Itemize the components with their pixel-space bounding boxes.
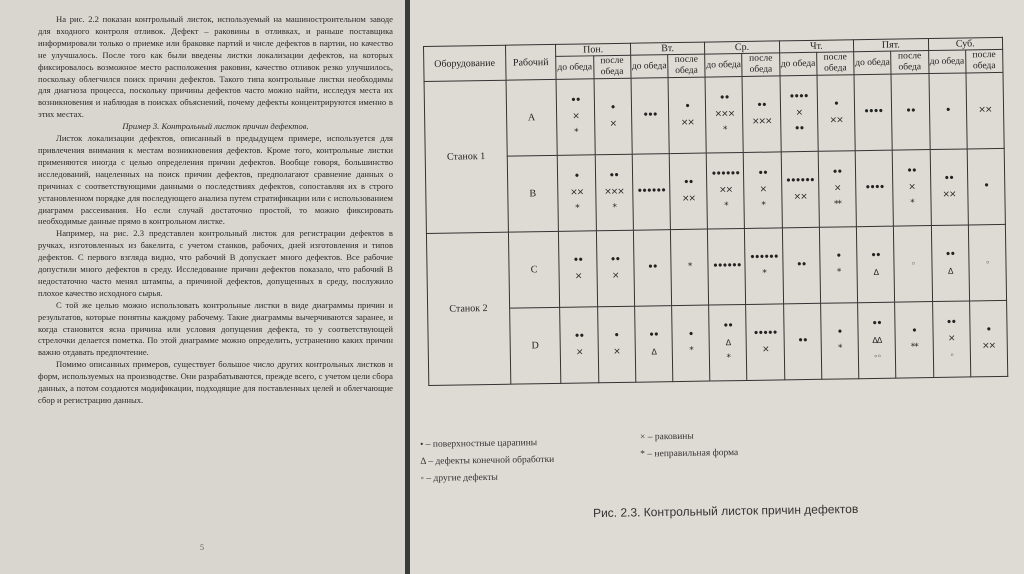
table-row [425, 148, 1005, 233]
tally-mark: ** [833, 199, 842, 210]
tally-mark: •• [943, 173, 954, 184]
legend-label: – неправильная форма [647, 448, 739, 460]
tally-mark: × [611, 270, 619, 282]
tally-mark: •• [719, 93, 729, 104]
tally-cell [706, 152, 744, 229]
tally-mark: ×× [982, 341, 996, 352]
tally-cell [670, 229, 708, 306]
cross-icon: × [639, 432, 646, 443]
tally-mark: •••••• [636, 186, 666, 197]
legend-label: – дефекты конечной обработки [428, 454, 555, 467]
tally-mark: •• [572, 255, 583, 266]
tally-cell [556, 79, 594, 156]
header-before: до обеда [779, 52, 817, 76]
tally-mark: •• [756, 100, 767, 111]
tally-cell [931, 225, 969, 302]
tally-cell [891, 74, 929, 151]
right-page [410, 0, 1024, 574]
tally-cell [967, 148, 1005, 225]
header-day-thu: Чт. [779, 40, 854, 53]
tally-cell [929, 73, 967, 150]
tally-mark: ΔΔ [872, 335, 882, 345]
tally-mark: •• [871, 318, 882, 329]
tally-mark: •• [794, 124, 804, 135]
legend [420, 431, 821, 510]
tally-mark: * [726, 353, 731, 364]
tally-mark: * [762, 268, 766, 279]
worker-label: B [507, 155, 559, 232]
header-after: после обеда [965, 49, 1003, 73]
tally-mark: ×× [829, 115, 843, 126]
tally-cell [932, 301, 970, 378]
example-heading: Пример 3. Контрольный листок причин дефектов. [122, 121, 309, 132]
tally-mark: • [613, 330, 619, 342]
tally-cell [858, 302, 896, 379]
tally-cell [746, 304, 784, 381]
tally-mark: ••• [642, 110, 658, 121]
figure-caption: Рис. 2.3. Контрольный листок причин дефектов [592, 501, 859, 521]
header-day-sat: Суб. [928, 37, 1003, 50]
tally-mark: × [574, 271, 582, 282]
header-day-wed: Ср. [705, 41, 780, 54]
tally-mark: • [610, 102, 616, 114]
paragraph: Листок локализации дефектов, описанный в предыдущем примере, используется для привлечения внимания к местам возникновения дефектов. Кроме того, контрольные листки применяются иногда с целью определения причин дефектов. Вообще говоря, большинство исследований, нацеленных на поиск причин дефектов, предполагают сравнение данных о причинах с соответствующими данными о последствиях дефектов, сопоставляя их в строго установленном порядке для последующего анализа путем стратификации или с использованием диаграмм рассеивания. Но если случай достаточно простой, то можно фиксировать необходимые данные прямо в контрольном листке. [38, 133, 393, 227]
tally-cell [969, 300, 1007, 377]
tally-mark: ◦◦ [873, 351, 881, 361]
tally-cell [817, 75, 855, 152]
tally-mark: × [908, 182, 916, 193]
tally-mark: ◦ [985, 258, 990, 268]
tally-cell [594, 78, 632, 155]
tally-mark: •• [722, 321, 733, 332]
tally-mark: •• [570, 95, 581, 106]
tally-mark: Δ [873, 267, 879, 277]
tally-mark: • [574, 171, 579, 182]
paragraph: С той же целью можно использовать контрольные листки в виде диаграммы причин и результатов, которые понятны каждому рабочему. Такие диаграммы вычерчиваются заранее, и когда становится ясна причина или условия допущения дефекта, то у соответствующей стрелочки делается пометка. По этой диаграмме можно определить, устранению каких причин важно отдавать предпочтение. [38, 299, 393, 358]
tally-mark: ×× [718, 185, 733, 196]
tally-mark: •• [574, 331, 584, 342]
tally-mark: •• [945, 249, 955, 260]
tally-mark: ◦ [910, 259, 915, 269]
tally-cell [966, 72, 1004, 149]
tally-cell [742, 76, 780, 153]
dot-icon: • [420, 439, 424, 450]
tally-mark: * [724, 201, 728, 212]
tally-mark: • [911, 326, 917, 337]
tally-cell [669, 153, 707, 230]
tally-mark: • [835, 251, 841, 262]
tally-cell [559, 231, 597, 308]
tally-mark: ××× [714, 109, 735, 120]
tally-cell [558, 155, 596, 232]
header-after: после обеда [668, 54, 706, 78]
table-row [428, 300, 1008, 385]
tally-cell [560, 307, 598, 384]
tally-mark: × [609, 118, 617, 130]
tally-mark: •••• [863, 106, 883, 118]
tally-mark: × [759, 184, 767, 195]
tally-cell [895, 302, 933, 379]
tally-mark: • [985, 325, 991, 336]
asterisk-icon: * [640, 449, 646, 460]
table-row [426, 224, 1006, 309]
legend-item-scratches [420, 438, 537, 450]
page-number: 5 [200, 543, 204, 552]
legend-item-finishing [420, 455, 554, 467]
table-row [424, 72, 1004, 157]
tally-cell [672, 305, 710, 382]
header-before: до обеда [705, 53, 743, 77]
circle-icon: ◦ [420, 473, 425, 484]
tally-mark: ••••• [753, 328, 778, 339]
tally-mark: •••• [789, 91, 809, 103]
tally-mark: •• [905, 106, 916, 117]
header-after: после обеда [593, 55, 631, 79]
worker-label: D [509, 307, 561, 384]
triangle-icon: Δ [420, 456, 427, 467]
tally-mark: * [687, 261, 692, 272]
paragraph: Например, на рис. 2.3 представлен контрольный листок для регистрации дефектов в ручках, изготовленных из бакелита, с учетом станков, рабочих, дней изготовления и типов дефектов. С первого взгляда видно, что рабочий B допускает много дефектов. Все рабочие допустили много дефектов в среду. Исследование причин дефектов показало, что рабочий B недостаточно часто менял штампы, а причиной дефектов, допущенных в среду, послужило плохое качество исходного сырья. [38, 228, 393, 298]
header-before: до обеда [630, 55, 668, 79]
tally-mark: * [910, 198, 914, 209]
tally-cell [709, 304, 747, 381]
tally-mark: • [983, 181, 989, 192]
tally-mark: * [573, 127, 578, 138]
tally-mark: ×× [681, 193, 696, 204]
tally-cell [744, 152, 782, 229]
tally-mark: •• [797, 336, 808, 347]
tally-mark: Δ [651, 347, 657, 357]
tally-mark: * [689, 345, 693, 356]
machine-label: Станок 1 [424, 80, 508, 233]
tally-cell [820, 303, 858, 380]
header-equipment: Оборудование [424, 45, 506, 81]
tally-mark: •• [796, 260, 807, 271]
tally-cell [818, 151, 856, 228]
paragraph: Помимо описанных примеров, существует большое число других контрольных листков и форм, используемых на производстве. Они разрабатываются, прежде всего, с учетом цели сбора данных, а потом создаются модификации, подходящие для поставленных целей и облегчающие сбор и регистрацию данных. [38, 359, 393, 405]
tally-mark: • [833, 99, 839, 110]
tally-mark: * [836, 267, 841, 278]
tally-cell [705, 76, 743, 153]
left-page [0, 0, 405, 574]
tally-mark: •• [647, 262, 658, 273]
tally-cell [781, 151, 819, 228]
tally-cell [633, 230, 671, 307]
tally-mark: ×× [942, 189, 956, 200]
tally-mark: * [722, 125, 727, 136]
tally-mark: × [833, 183, 841, 194]
header-after: после обеда [742, 53, 780, 77]
tally-mark: × [572, 111, 579, 122]
tally-mark: •••••• [785, 175, 815, 187]
tally-mark: ◦ [949, 350, 954, 360]
tally-mark: •• [906, 166, 917, 177]
tally-cell [892, 150, 930, 227]
tally-mark: * [837, 343, 842, 354]
tally-mark: ×× [793, 191, 807, 203]
paragraph: На рис. 2.2 показан контрольный листок, используемый на машиностроительном заводе для входного контроля отливок. Дефект – раковины в отливках, и раньше поставщика информировали только о приемке или браковке партий и числе дефектов в партии, но качество не улучшалось. После того как были введены листки локализации дефектов, на которых фиксировалось возможное место расположения раковин, качество отливок резко улучшилось, поскольку облегчился поиск причин дефектов. Такого типа контрольные листки необходимы для диагноза процесса, поскольку причины дефектов часто можно найти, исследуя места их возникновения и наблюдая в поисках объяснений, почему дефекты концентрируются именно в этих местах. [38, 14, 393, 120]
tally-cell [595, 154, 633, 231]
header-day-mon: Пон. [556, 43, 631, 56]
tally-cell [782, 227, 820, 304]
tally-mark: * [612, 202, 617, 214]
tally-mark: •• [832, 167, 842, 178]
worker-label: A [506, 79, 558, 156]
header-before: до обеда [854, 51, 892, 75]
tally-mark: × [761, 344, 769, 355]
tally-mark: • [688, 329, 694, 340]
tally-mark: ×× [680, 117, 694, 128]
tally-cell [855, 150, 893, 227]
tally-mark: •••••• [711, 169, 740, 180]
table-body [424, 72, 1008, 385]
tally-cell [745, 228, 783, 305]
tally-cell [668, 77, 706, 154]
tally-cell [634, 306, 672, 383]
tally-cell [894, 226, 932, 303]
header-before: до обеда [556, 56, 594, 80]
legend-label: – другие дефекты [426, 472, 498, 484]
legend-label: – поверхностные царапины [425, 438, 538, 450]
tally-mark: •• [757, 168, 768, 179]
tally-cell [780, 75, 818, 152]
tally-mark: ×× [978, 105, 992, 116]
tally-mark: •• [648, 330, 659, 341]
tally-mark: Δ [947, 266, 953, 276]
tally-cell [968, 224, 1006, 301]
tally-mark: • [684, 101, 690, 112]
tally-cell [854, 74, 892, 151]
tally-cell [930, 149, 968, 226]
tally-mark: •• [610, 254, 620, 266]
legend-item-other [421, 473, 498, 484]
tally-mark: × [795, 108, 803, 119]
tally-cell [632, 154, 670, 231]
tally-mark: •• [683, 177, 694, 188]
tally-mark: •••••• [712, 261, 742, 272]
header-before: до обеда [928, 50, 966, 74]
legend-item-cavities [640, 432, 694, 443]
tally-cell [708, 228, 746, 305]
header-worker: Рабочий [505, 44, 556, 80]
tally-cell [631, 78, 669, 155]
tally-cell [783, 303, 821, 380]
machine-label: Станок 2 [426, 232, 510, 385]
tally-mark: •••• [864, 182, 885, 194]
checklist-table [423, 37, 1008, 386]
tally-mark: •• [608, 170, 619, 182]
tally-mark: • [837, 327, 842, 338]
left-page-text [38, 14, 393, 407]
tally-mark: ** [910, 342, 918, 353]
tally-cell [596, 230, 634, 307]
tally-mark: •••••• [749, 252, 779, 263]
tally-mark: × [947, 333, 955, 344]
tally-cell [819, 227, 857, 304]
tally-mark: × [575, 347, 583, 358]
tally-mark: Δ [725, 338, 731, 348]
header-day-fri: Пят. [854, 39, 929, 52]
header-after: после обеда [817, 52, 855, 76]
tally-cell [856, 226, 894, 303]
tally-mark: ×× [570, 187, 584, 198]
legend-label: – раковины [647, 431, 694, 443]
tally-mark: •• [870, 250, 881, 261]
tally-mark: × [613, 346, 620, 358]
worker-label: C [508, 231, 560, 308]
header-after: после обеда [891, 51, 929, 75]
tally-cell [597, 306, 635, 383]
header-day-tue: Вт. [630, 42, 705, 55]
tally-mark: * [575, 203, 579, 214]
tally-mark: ××× [751, 116, 772, 127]
tally-mark: * [761, 200, 765, 211]
tally-mark: •• [946, 317, 956, 328]
legend-item-shape [640, 448, 738, 460]
tally-mark: ××× [604, 186, 624, 198]
tally-mark: • [945, 105, 951, 116]
